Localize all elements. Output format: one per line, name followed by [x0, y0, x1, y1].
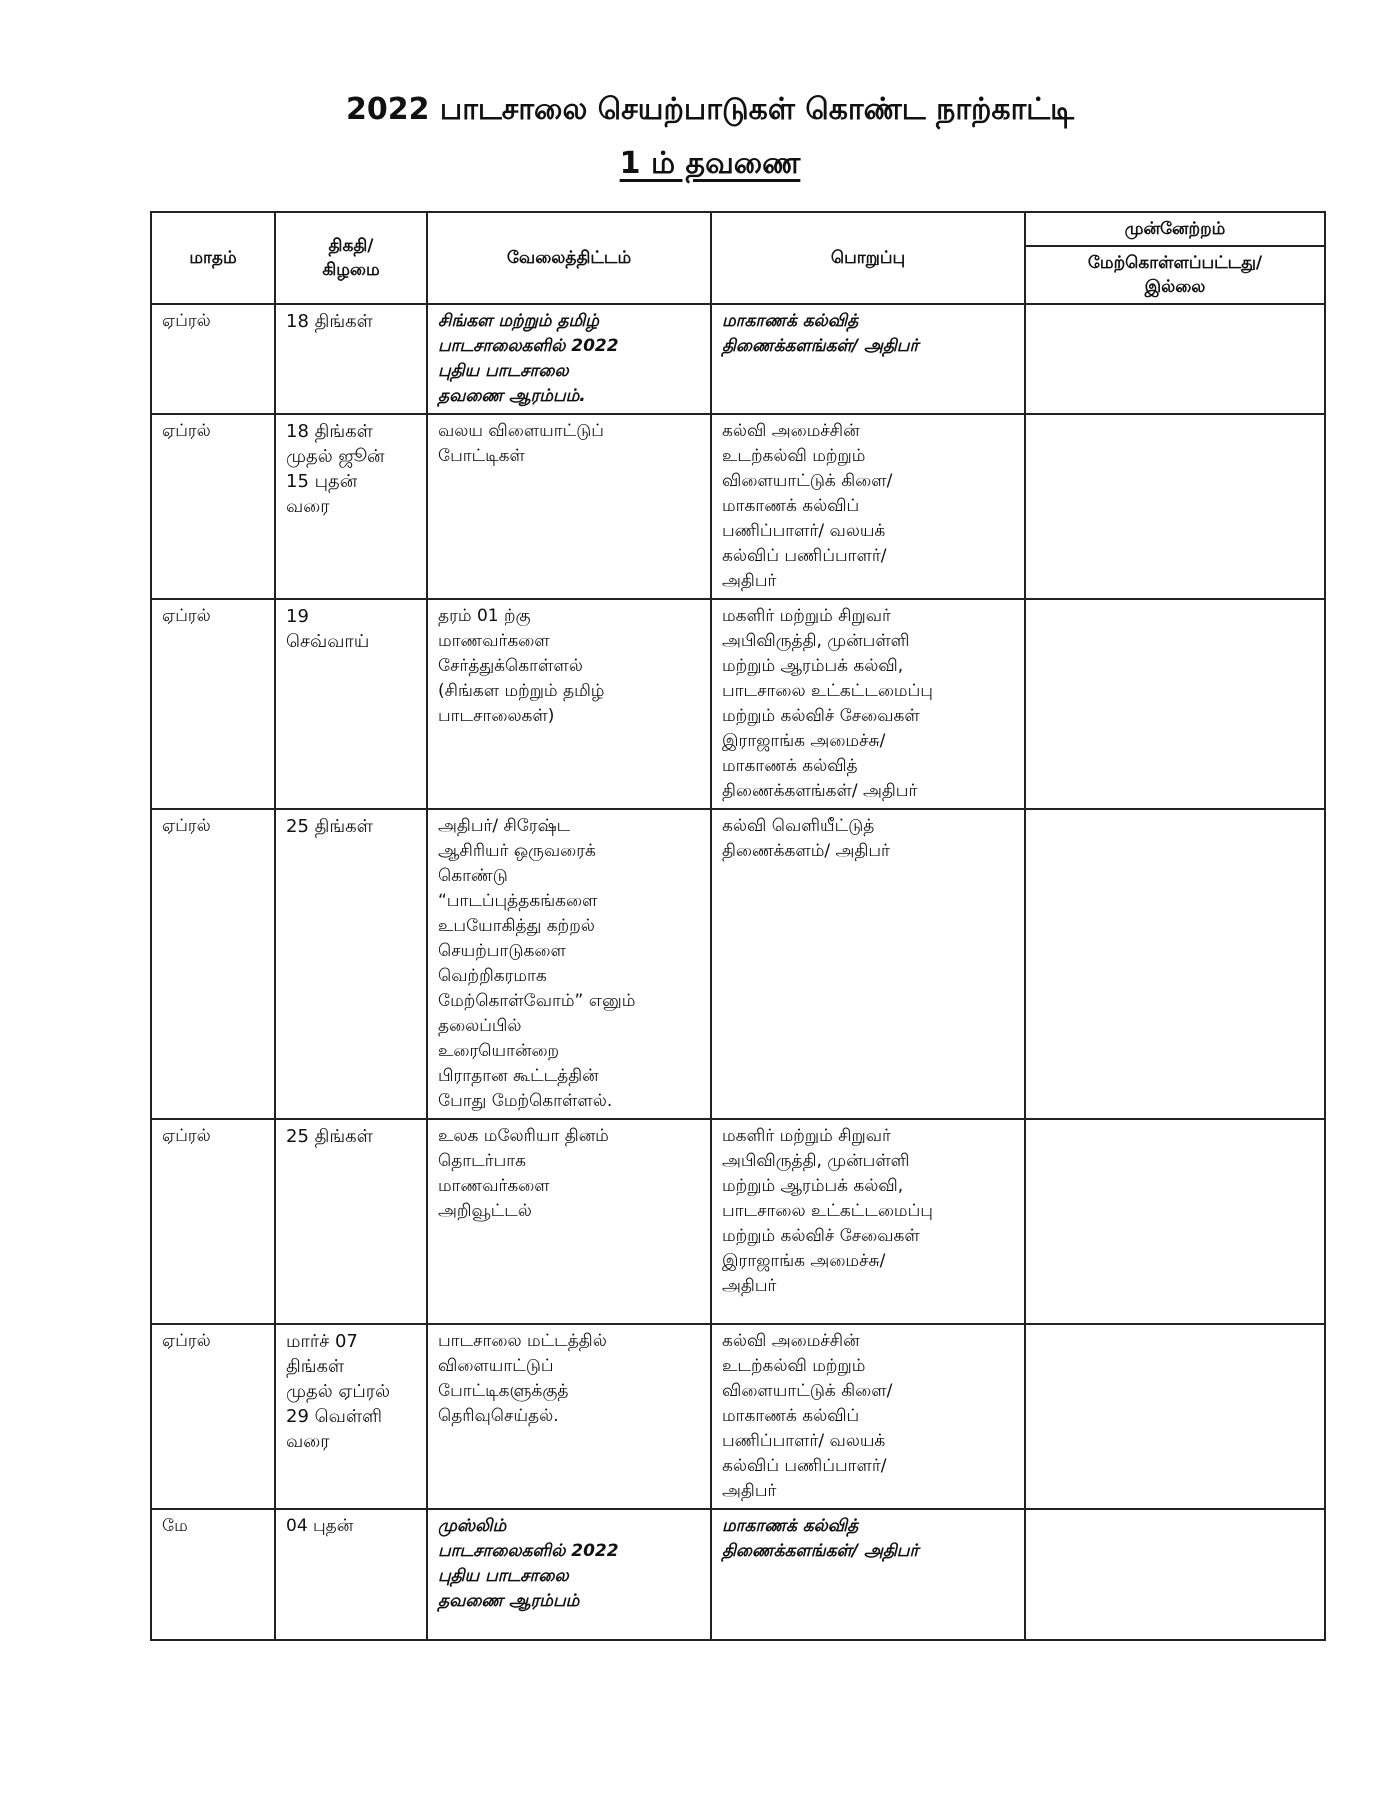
cell-progress — [1025, 599, 1325, 809]
header-progress-sub: மேற்கொள்ளப்பட்டது/ இல்லை — [1025, 246, 1325, 304]
page-title: 2022 பாடசாலை செயற்பாடுகள் கொண்ட நாற்காட்டி — [345, 92, 1075, 127]
cell-work: பாடசாலை மட்டத்தில் விளையாட்டுப் போட்டிகளுக்குத் தெரிவுசெய்தல். — [427, 1324, 711, 1509]
cell-date: 04 புதன் — [275, 1509, 427, 1640]
table-row — [151, 414, 1325, 599]
cell-responsibility: மகளிர் மற்றும் சிறுவர் அபிவிருத்தி, முன்பள்ளி மற்றும் ஆரம்பக் கல்வி, பாடசாலை உட்கட்டமைப்பு மற்றும் கல்விச் சேவைகள் இராஜாங்க அமைச்சு/ மாகாணக் கல்வித் திணைக்களங்கள்/ அதிபர் — [711, 599, 1025, 809]
header-month: மாதம் — [151, 212, 275, 304]
page-subtitle: 1 ம் தவணை — [619, 146, 801, 181]
cell-responsibility: மாகாணக் கல்வித் திணைக்களங்கள்/ அதிபர் — [711, 304, 1025, 414]
cell-date: 25 திங்கள் — [275, 809, 427, 1119]
cell-work: வலய விளையாட்டுப் போட்டிகள் — [427, 414, 711, 599]
table-row — [151, 599, 1325, 809]
cell-month: ஏப்ரல் — [151, 809, 275, 1119]
cell-date: மார்ச் 07 திங்கள் முதல் ஏப்ரல் 29 வெள்ளி வரை — [275, 1324, 427, 1509]
cell-date: 25 திங்கள் — [275, 1119, 427, 1324]
cell-responsibility: கல்வி வெளியீட்டுத் திணைக்களம்/ அதிபர் — [711, 809, 1025, 1119]
cell-month: ஏப்ரல் — [151, 1324, 275, 1509]
cell-month: மே — [151, 1509, 275, 1640]
header-responsibility: பொறுப்பு — [711, 212, 1025, 304]
cell-progress — [1025, 1324, 1325, 1509]
cell-month: ஏப்ரல் — [151, 599, 275, 809]
cell-work: சிங்கள மற்றும் தமிழ் பாடசாலைகளில் 2022 புதிய பாடசாலை தவணை ஆரம்பம். — [427, 304, 711, 414]
cell-date: 18 திங்கள் முதல் ஜூன் 15 புதன் வரை — [275, 414, 427, 599]
cell-responsibility: கல்வி அமைச்சின் உடற்கல்வி மற்றும் விளையாட்டுக் கிளை/ மாகாணக் கல்விப் பணிப்பாளர்/ வலயக் கல்விப் பணிப்பாளர்/ அதிபர் — [711, 1324, 1025, 1509]
table-row — [151, 1324, 1325, 1509]
cell-work: முஸ்லிம் பாடசாலைகளில் 2022 புதிய பாடசாலை தவணை ஆரம்பம் — [427, 1509, 711, 1640]
cell-progress — [1025, 1119, 1325, 1324]
cell-progress — [1025, 809, 1325, 1119]
cell-responsibility: மகளிர் மற்றும் சிறுவர் அபிவிருத்தி, முன்பள்ளி மற்றும் ஆரம்பக் கல்வி, பாடசாலை உட்கட்டமைப்பு மற்றும் கல்விச் சேவைகள் இராஜாங்க அமைச்சு/ அதிபர் — [711, 1119, 1025, 1324]
header-work: வேலைத்திட்டம் — [427, 212, 711, 304]
cell-date: 18 திங்கள் — [275, 304, 427, 414]
cell-month: ஏப்ரல் — [151, 414, 275, 599]
cell-work: தரம் 01 ற்கு மாணவர்களை சேர்த்துக்கொள்ளல் (சிங்கள மற்றும் தமிழ் பாடசாலைகள்) — [427, 599, 711, 809]
cell-month: ஏப்ரல் — [151, 304, 275, 414]
cell-progress — [1025, 304, 1325, 414]
cell-progress — [1025, 1509, 1325, 1640]
cell-responsibility: மாகாணக் கல்வித் திணைக்களங்கள்/ அதிபர் — [711, 1509, 1025, 1640]
cell-date: 19 செவ்வாய் — [275, 599, 427, 809]
cell-work: அதிபர்/ சிரேஷ்ட ஆசிரியர் ஒருவரைக் கொண்டு “பாடப்புத்தகங்களை உபயோகித்து கற்றல் செயற்பாடுகளை வெற்றிகரமாக மேற்கொள்வோம்” எனும் தலைப்பில் உரையொன்றை பிராதான கூட்டத்தின் போது மேற்கொள்ளல். — [427, 809, 711, 1119]
table-row — [151, 304, 1325, 414]
table-row — [151, 809, 1325, 1119]
table-row — [151, 1509, 1325, 1640]
cell-progress — [1025, 414, 1325, 599]
header-date: திகதி/ கிழமை — [275, 212, 427, 304]
cell-work: உலக மலேரியா தினம் தொடர்பாக மாணவர்களை அறிவூட்டல் — [427, 1119, 711, 1324]
header-progress: முன்னேற்றம் — [1025, 212, 1325, 246]
cell-responsibility: கல்வி அமைச்சின் உடற்கல்வி மற்றும் விளையாட்டுக் கிளை/ மாகாணக் கல்விப் பணிப்பாளர்/ வலயக் கல்விப் பணிப்பாளர்/ அதிபர் — [711, 414, 1025, 599]
table-row — [151, 1119, 1325, 1324]
calendar-table — [150, 211, 1326, 1641]
cell-month: ஏப்ரல் — [151, 1119, 275, 1324]
